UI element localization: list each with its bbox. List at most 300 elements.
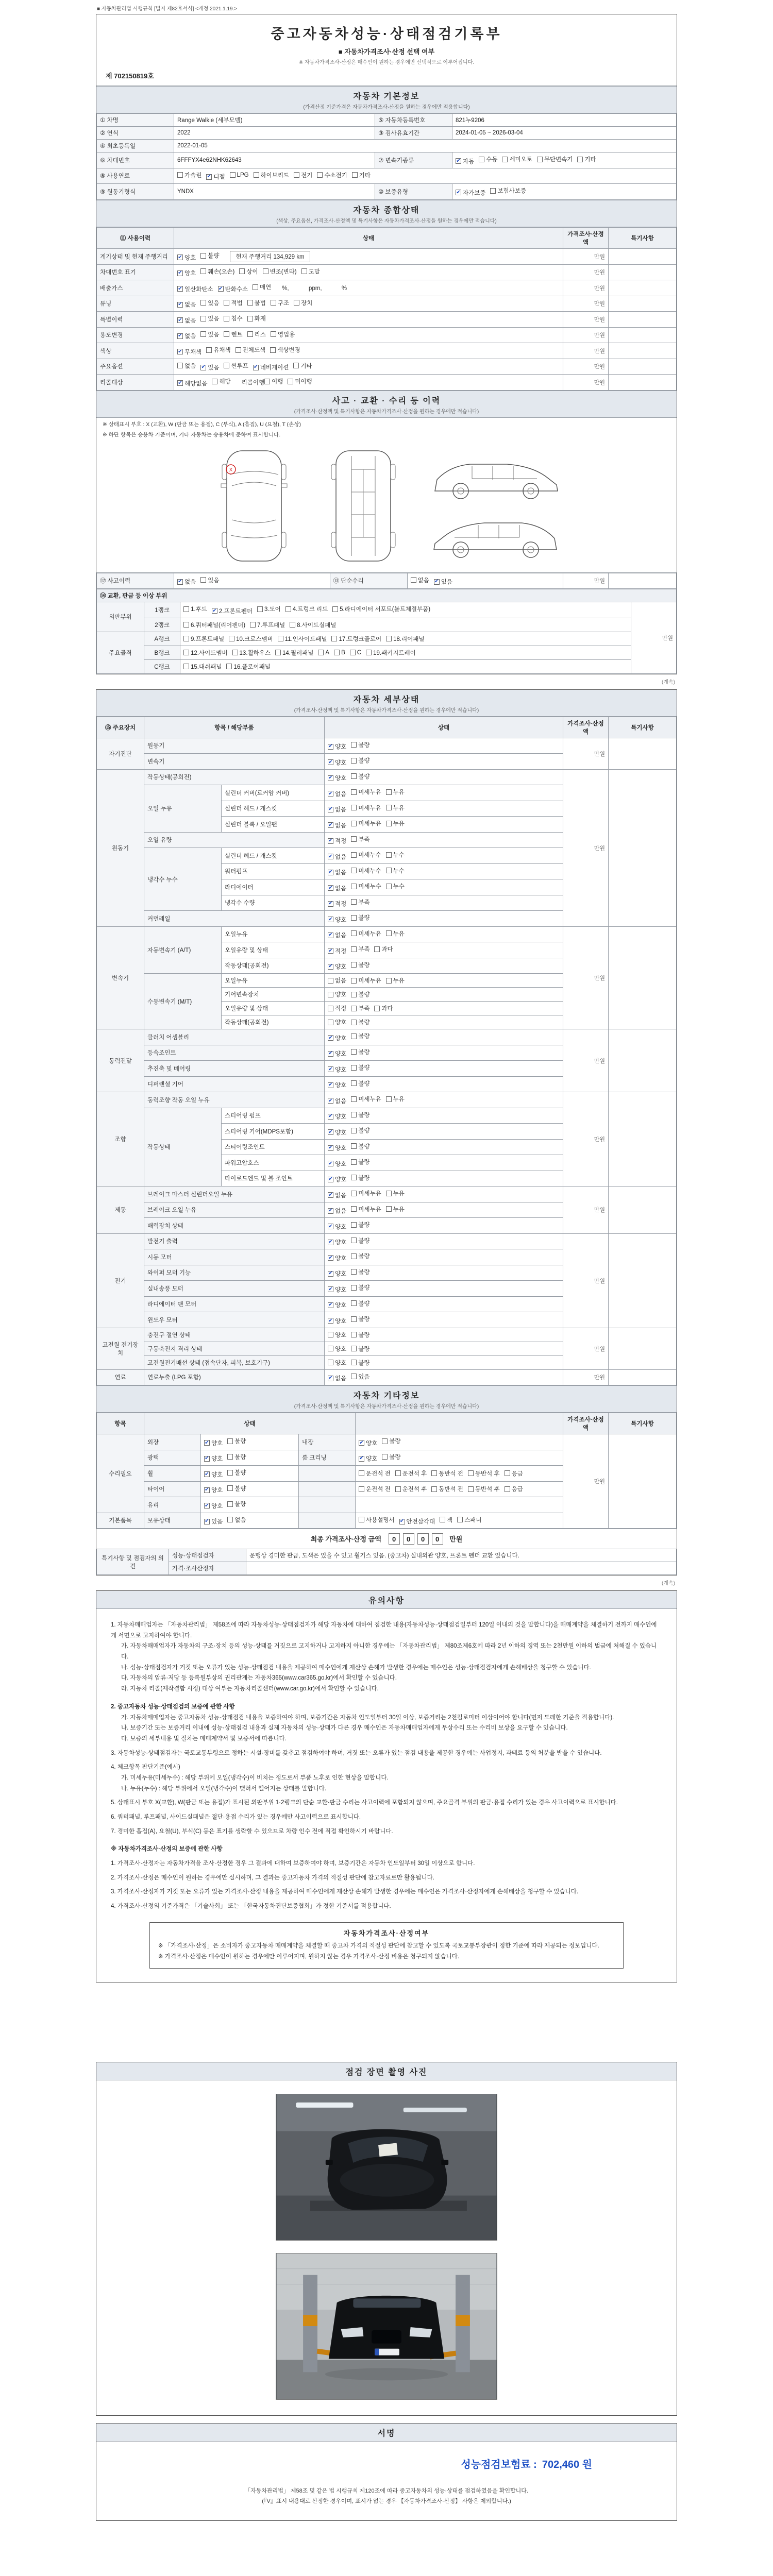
- checkbox-label: 리스: [254, 331, 266, 338]
- checkbox-option: [200, 267, 234, 276]
- table-row: [97, 618, 677, 632]
- checkbox-option: [288, 377, 312, 385]
- unchecked-checkbox-icon: [270, 347, 276, 353]
- checkbox-label: 양호: [335, 1332, 347, 1338]
- checkbox-label: 미세누유: [358, 1096, 381, 1103]
- checked-checkbox-icon: ✔: [328, 1239, 333, 1245]
- subitem-label: 냉각수 수량: [222, 895, 325, 911]
- checked-checkbox-icon: ✔: [399, 1518, 405, 1524]
- checked-checkbox-icon: ✔: [178, 579, 182, 584]
- accident-history-label: ⑫ 사고이력: [97, 573, 174, 589]
- price-survey-select-box: [149, 1922, 624, 1969]
- unchecked-checkbox-icon: [294, 172, 299, 178]
- unchecked-checkbox-icon: [351, 978, 357, 984]
- item-label: 수동변속기 (M/T): [144, 974, 222, 1029]
- checkbox-option: [318, 650, 329, 656]
- detail-title: 자동차 세부상태: [353, 695, 420, 704]
- subitem-label: 오일유량 및 상태: [222, 942, 325, 958]
- checkbox-option: [204, 1439, 223, 1447]
- row-label: 계기상태 및 현재 주행거리: [97, 248, 174, 264]
- checkbox-option: [328, 1004, 346, 1012]
- checkbox-option: [351, 882, 381, 890]
- checked-checkbox-icon: ✔: [328, 1192, 333, 1198]
- checkbox-label: 16.플로어패널: [233, 664, 271, 670]
- checkbox-option: [177, 379, 207, 387]
- checkbox-option: [382, 1437, 400, 1445]
- car-damage-diagrams: [96, 438, 677, 573]
- row-label: 리콜대상: [97, 375, 174, 391]
- table-row: [97, 114, 677, 127]
- unchecked-checkbox-icon: [351, 1316, 357, 1322]
- checkbox-option: [577, 155, 596, 163]
- state-cell: [325, 1187, 563, 1202]
- checkbox-option: [206, 173, 225, 181]
- checkbox-option: [351, 1236, 369, 1245]
- field-label: ⑨ 원동기형식: [97, 184, 174, 200]
- checkbox-label: 불량: [234, 1438, 246, 1445]
- subitem-label: 타이로드엔드 및 볼 조인트: [222, 1171, 325, 1187]
- checkbox-label: 누유: [393, 978, 405, 984]
- checkbox-option: [224, 299, 242, 307]
- unchecked-checkbox-icon: [502, 157, 508, 162]
- column-header: 가격조사·산정액: [563, 227, 609, 248]
- unchecked-checkbox-icon: [386, 868, 392, 873]
- etc-title: 자동차 기타정보: [353, 1392, 420, 1400]
- unchecked-checkbox-icon: [224, 363, 229, 368]
- unchecked-checkbox-icon: [247, 316, 253, 321]
- notice-line: 나. 보증기간 또는 보증거리 이내에 성능·상태점검 내용과 실제 자동차의 성능·상태가 다른 경우 매수인은 자동차매매업자에게 무상수리 또는 수리비 보상을 요구할 수 있습니다.: [121, 1725, 568, 1732]
- unchecked-checkbox-icon: [224, 300, 229, 306]
- final-price-digits: [387, 1535, 445, 1543]
- checked-checkbox-icon: ✔: [328, 743, 333, 749]
- checkbox-option: [177, 316, 196, 325]
- checkbox-label: 양호: [335, 1129, 347, 1136]
- unchecked-checkbox-icon: [328, 978, 333, 984]
- checkbox-option: [328, 1285, 346, 1294]
- unchecked-checkbox-icon: [351, 1332, 357, 1337]
- checkbox-label: 영업용: [277, 331, 295, 338]
- checkbox-label: 보험사보증: [497, 188, 526, 194]
- row-label: 주요옵션: [97, 359, 174, 375]
- appraiser-label: 가격·조사산정자: [169, 1562, 246, 1575]
- column-header: 특기사항: [609, 227, 677, 248]
- notices-body: [96, 1609, 677, 1982]
- checkbox-option: [334, 650, 345, 656]
- checkbox-option: [456, 157, 474, 165]
- checkbox-label: 있음: [208, 331, 220, 338]
- price-cell: 만원: [631, 602, 677, 674]
- table-row: [97, 152, 677, 168]
- checkbox-option: [351, 990, 369, 998]
- checkbox-option: [294, 171, 312, 179]
- state-cell: [356, 1481, 563, 1497]
- subitem-label: 작동상태(공회전): [222, 958, 325, 974]
- inspection-validity-value: 2024-01-05 ~ 2026-03-04: [452, 127, 677, 140]
- price-cell: 만원: [563, 327, 609, 343]
- notice-line: 6. 쿼터패널, 루프패널, 사이드실패널은 절단·용접 수리가 있는 경우에만 사고이력으로 표시합니다.: [111, 1814, 361, 1820]
- unchecked-checkbox-icon: [351, 899, 357, 905]
- state-cell: [325, 1155, 563, 1171]
- summary-table: [96, 227, 677, 391]
- final-price-row: [96, 1529, 677, 1549]
- note-cell: [609, 375, 677, 391]
- unchecked-checkbox-icon: [351, 1300, 357, 1306]
- detail-note: (가격조사·산정액 및 특기사항은 자동차가격조사·산정을 원하는 경우에만 적습니다): [294, 707, 479, 714]
- checkbox-label: 있음: [358, 1374, 370, 1380]
- price-cell: 만원: [563, 359, 609, 375]
- checkbox-label: 불량: [358, 962, 370, 969]
- note-cell: [609, 1369, 677, 1385]
- final-price-label: 최종 가격조사·산정 금액: [310, 1535, 381, 1543]
- unchecked-checkbox-icon: [351, 1360, 357, 1365]
- checkbox-label: 18.리어패널: [393, 636, 425, 642]
- checkbox-option: [204, 1502, 223, 1510]
- checkbox-label: 없음: [335, 822, 347, 829]
- checkbox-label: 미이행: [295, 379, 312, 385]
- checkbox-option: [200, 314, 219, 323]
- checkbox-option: [328, 1301, 346, 1309]
- row-label: 튜닝: [97, 296, 174, 312]
- item-label: 변속기: [144, 754, 325, 770]
- checked-checkbox-icon: ✔: [205, 1455, 209, 1461]
- checkbox-label: 기타: [584, 157, 596, 163]
- subitem-label: 스티어링조인트: [222, 1139, 325, 1155]
- notice-line: 다. 보증의 세부내용 및 절차는 매매계약서 및 보증서에 따릅니다.: [121, 1735, 287, 1742]
- detail-row: [97, 1029, 677, 1045]
- inspection-record-page: [96, 0, 677, 2544]
- state-cell: [325, 1218, 563, 1234]
- checked-checkbox-icon: ✔: [207, 174, 212, 179]
- checkbox-label: 장치: [301, 300, 313, 307]
- checkbox-label: 해당: [219, 379, 231, 385]
- form-reference: ■ 자동차관리법 시행규칙 [별지 제82호서식] <개정 2021.1.19.>: [97, 6, 238, 12]
- checkbox-option: [177, 300, 196, 309]
- checkbox-option: [351, 898, 369, 906]
- rank-label: B랭크: [144, 646, 180, 659]
- checkbox-label: 양호: [335, 1082, 347, 1089]
- basic-info-table: [96, 113, 677, 200]
- checked-checkbox-icon: ✔: [328, 1375, 333, 1381]
- unchecked-checkbox-icon: [386, 930, 392, 936]
- checkbox-label: 없음: [335, 854, 347, 860]
- unchecked-checkbox-icon: [227, 1454, 233, 1460]
- checkbox-option: [328, 1374, 346, 1382]
- unchecked-checkbox-icon: [431, 1470, 437, 1476]
- checkbox-label: 양호: [335, 1255, 347, 1262]
- unchecked-checkbox-icon: [278, 636, 283, 641]
- checkbox-label: 3.도어: [264, 606, 281, 613]
- unchecked-checkbox-icon: [230, 172, 236, 178]
- unchecked-checkbox-icon: [386, 805, 392, 810]
- checkbox-option: [351, 1126, 369, 1134]
- checked-checkbox-icon: ✔: [201, 364, 206, 370]
- checkbox-option: [290, 621, 336, 629]
- checkbox-label: 누유: [393, 1191, 405, 1197]
- checkbox-option: [537, 155, 573, 163]
- checkbox-label: 누유: [393, 821, 405, 827]
- state-cell: [325, 895, 563, 911]
- notice-line: ※ 자동차가격조사·산정의 보증에 관한 사항: [111, 1846, 223, 1853]
- document-header: [96, 14, 677, 86]
- checkbox-label: 양호: [335, 992, 347, 998]
- checkbox-label: 불량: [358, 1316, 370, 1323]
- checkbox-label: 도말: [308, 268, 320, 275]
- item-label: 윈도우 모터: [144, 1312, 325, 1328]
- item-label: 작동상태(공회전): [144, 769, 325, 785]
- checkbox-label: 19.패키지트레이: [373, 650, 416, 656]
- checkbox-option: [328, 758, 346, 767]
- car-diagram-underside-view: [320, 447, 407, 565]
- checked-checkbox-icon: ✔: [434, 579, 439, 584]
- notice-line: 3. 가격조사·산정자가 거짓 또는 오류가 있는 가격조사·산정 내용을 제공하여 매수인에게 재산상 손해가 발생한 경우에는 매수인은 가격조사·산정자에게 손해배상을 청구할 수 있습니다.: [111, 1889, 579, 1895]
- device-label: 변속기: [97, 926, 144, 1029]
- checkbox-label: 누수: [393, 884, 405, 890]
- checkbox-label: 미세누유: [358, 1191, 381, 1197]
- checkbox-option: [431, 1485, 463, 1493]
- checkbox-label: 미세누유: [358, 1206, 381, 1213]
- unchecked-checkbox-icon: [386, 636, 392, 641]
- unchecked-checkbox-icon: [331, 636, 337, 641]
- device-label: 동력전달: [97, 1029, 144, 1092]
- price-cell: 만원: [563, 1029, 609, 1092]
- checkbox-label: 13.휠하우스: [239, 650, 271, 656]
- column-header: 상태: [174, 227, 563, 248]
- checkbox-option: [351, 1048, 369, 1056]
- state-cell: [325, 1281, 563, 1297]
- state-cell: [325, 1342, 563, 1355]
- simple-repair-label: ⑬ 단순수리: [330, 573, 407, 589]
- unchecked-checkbox-icon: [328, 1020, 333, 1025]
- checkbox-option: [479, 155, 497, 163]
- summary-title: 자동차 종합상태: [353, 206, 420, 215]
- checkbox-option: [328, 742, 346, 751]
- checkbox-option: [328, 1331, 346, 1339]
- table-header-row: [97, 717, 677, 738]
- subitem-label: 워터펌프: [222, 863, 325, 879]
- checkbox-option: [352, 171, 371, 179]
- state-cell: [325, 769, 563, 785]
- checkbox-option: [177, 348, 201, 356]
- notice-line: 2. 가격조사·산정은 매수인이 원하는 경우에만 실시하며, 그 결과는 중고자동차 가격의 적절성 판단에 참고자료로만 활용됩니다.: [111, 1874, 434, 1881]
- item-label: 동력조향 작동 오일 누유: [144, 1092, 325, 1108]
- section-box-main: [96, 14, 677, 674]
- exchange-title: ⑭ 교환, 판금 등 이상 부위: [97, 589, 677, 602]
- subitem-label: 오일누유: [222, 974, 325, 988]
- checkbox-option: [328, 1191, 346, 1199]
- basic-info-note: (가격산정 기준가격은 자동차가격조사·산정을 원하는 경우에만 적용합니다): [303, 105, 470, 110]
- price-cell: 만원: [563, 1092, 609, 1187]
- checked-checkbox-icon: ✔: [456, 189, 461, 195]
- checkbox-label: 6.쿼터패널(리어펜더): [191, 622, 246, 629]
- unchecked-checkbox-icon: [229, 636, 234, 641]
- checkbox-label: 양호: [211, 1440, 223, 1447]
- checkbox-label: 없음: [184, 302, 196, 308]
- history-titleband: [96, 391, 677, 418]
- inspector-opinion-text: 운행상 경미한 판금, 도색은 있을 수 있고 휠기스 있음. (중고차) 실내외관 양호, 프론트 펜더 교환 있습니다.: [246, 1549, 677, 1562]
- unchecked-checkbox-icon: [183, 650, 189, 655]
- price-digit: 0: [432, 1533, 443, 1545]
- state-cell: [174, 312, 563, 328]
- checkbox-option: [351, 1345, 369, 1353]
- field-label: ① 차명: [97, 114, 174, 127]
- state-cell: [325, 1265, 563, 1281]
- device-label: 자기진단: [97, 738, 144, 769]
- checkbox-label: 양호: [335, 1286, 347, 1293]
- state-cell: [201, 1466, 299, 1482]
- history-note: (가격조사·산정액 및 특기사항은 자동차가격조사·산정을 원하는 경우에만 적습니다): [294, 409, 479, 415]
- item-label: 브레이크 마스터 실린더오일 누유: [144, 1187, 325, 1202]
- price-cell: 만원: [563, 343, 609, 359]
- checkbox-label: 미세누유: [358, 930, 381, 937]
- notice-line: 가. 자동차매매업자가 자동차의 구조·장치 등의 성능·상태를 거짓으로 고지하거나 고지하지 아니한 경우에는 「자동차관리법」 제80조제6호에 따라 2년 이하의 징역 또는 2천만원 이하의 벌금에 처해질 수 있습니다.: [121, 1643, 657, 1660]
- checked-checkbox-icon: ✔: [178, 254, 182, 260]
- state-cell: [325, 1061, 563, 1077]
- detail-table: [96, 717, 677, 1386]
- inspector-label: 성능·상태점검자: [169, 1549, 246, 1562]
- checkbox-option: [351, 1095, 381, 1103]
- table-row: [97, 140, 677, 152]
- checkbox-option: [206, 346, 230, 354]
- checkbox-option: [351, 1018, 369, 1026]
- field-label: ⑩ 보증유형: [375, 184, 452, 200]
- checked-checkbox-icon: ✔: [328, 1082, 333, 1088]
- unchecked-checkbox-icon: [183, 664, 189, 669]
- checkbox-option: [177, 362, 196, 370]
- unchecked-checkbox-icon: [386, 789, 392, 795]
- unchecked-checkbox-icon: [359, 1517, 364, 1522]
- checkbox-option: [374, 1004, 393, 1012]
- state-cell: [356, 1450, 563, 1466]
- checkbox-option: [328, 1207, 346, 1215]
- table-row: [97, 573, 677, 589]
- checkbox-option: [331, 635, 381, 643]
- car-diagram-side-right: [429, 510, 563, 561]
- basic-info-titleband: [96, 86, 677, 113]
- checkbox-label: 불량: [358, 1049, 370, 1056]
- checkbox-option: [351, 1315, 369, 1323]
- note-cell: [609, 769, 677, 926]
- warranty-options: [452, 184, 677, 200]
- subitem-label: 파워고압호스: [222, 1155, 325, 1171]
- checked-checkbox-icon: ✔: [328, 869, 333, 875]
- section-box-photos: [96, 2062, 677, 2416]
- state-cell: [325, 832, 563, 848]
- checkbox-label: 양호: [184, 270, 196, 277]
- checked-checkbox-icon: ✔: [456, 158, 461, 164]
- checkbox-option: [457, 1516, 481, 1524]
- unchecked-checkbox-icon: [351, 773, 357, 779]
- select-box-line: ※ 「가격조사·산정」은 소비자가 중고자동차 매매계약을 체결할 때 중고차 가격의 적절성 판단에 참고할 수 있도록 국토교통부장관이 정한 기준에 따라 제공되는 정보입니다.: [158, 1942, 599, 1949]
- checkbox-label: 부족: [358, 1006, 370, 1012]
- final-price-unit: 만원: [449, 1535, 463, 1543]
- price-digit: 0: [389, 1533, 400, 1545]
- checkbox-label: 양호: [335, 1035, 347, 1042]
- checkbox-option: [382, 1453, 400, 1461]
- column-header: 가격조사·산정액: [563, 1413, 609, 1434]
- detail-row: [97, 1369, 677, 1385]
- checkbox-label: 양호: [335, 1240, 347, 1246]
- checkbox-option: [386, 804, 405, 812]
- subitem-label: 실린더 헤드 / 개스킷: [222, 848, 325, 864]
- unchecked-checkbox-icon: [350, 650, 356, 655]
- checkbox-label: 운전석 후: [402, 1486, 427, 1493]
- checkbox-option: [230, 172, 249, 178]
- checkbox-label: 없음: [417, 577, 429, 584]
- table-row: [97, 1549, 677, 1562]
- checked-checkbox-icon: ✔: [205, 1471, 209, 1477]
- state-cell: [325, 1355, 563, 1369]
- unchecked-checkbox-icon: [257, 606, 263, 612]
- checkbox-label: 없음: [184, 363, 196, 369]
- checkbox-label: 디젤: [213, 174, 225, 180]
- unchecked-checkbox-icon: [247, 331, 253, 337]
- checkbox-label: 있음: [208, 365, 220, 371]
- checkbox-label: 동반석 후: [475, 1470, 500, 1477]
- rank-label: 2랭크: [144, 618, 180, 632]
- checkbox-option: [359, 1454, 377, 1463]
- item-label: [299, 1513, 356, 1529]
- unchecked-checkbox-icon: [301, 268, 307, 274]
- checkbox-label: 7.루프패널: [257, 622, 285, 629]
- table-row: [97, 632, 677, 646]
- checkbox-option: [328, 931, 346, 939]
- state-cell: [201, 1434, 299, 1450]
- subitem-label: 라디에이터: [222, 879, 325, 895]
- checkbox-option: [351, 976, 381, 985]
- notice-line: 가. 미세누유(미세누수) : 해당 부위에 오일(냉각수)이 비치는 정도로서 부품 노후로 인한 현상을 말합니다.: [121, 1774, 389, 1781]
- unchecked-checkbox-icon: [351, 1033, 357, 1039]
- item-label: 발전기 출력: [144, 1233, 325, 1249]
- checked-checkbox-icon: ✔: [178, 270, 182, 276]
- unchecked-checkbox-icon: [293, 363, 299, 368]
- photos-body: [96, 2080, 677, 2415]
- unchecked-checkbox-icon: [250, 622, 256, 628]
- price-cell: 만원: [563, 248, 609, 264]
- state-cell: [356, 1434, 563, 1450]
- section-box-detail: [96, 689, 677, 1576]
- checkbox-option: [328, 837, 346, 845]
- checkbox-label: 응급: [511, 1470, 523, 1477]
- checkbox-label: 9.프론트패널: [191, 636, 225, 642]
- checkbox-option: [434, 578, 452, 586]
- unchecked-checkbox-icon: [366, 650, 372, 655]
- subitem-label: 기어변속장치: [222, 988, 325, 1002]
- unchecked-checkbox-icon: [386, 1191, 392, 1196]
- checkbox-option: [328, 1223, 346, 1231]
- signature-title: 서명: [377, 2429, 396, 2438]
- unchecked-checkbox-icon: [200, 253, 206, 259]
- car-diagram-side-left: [429, 451, 563, 502]
- checkbox-option: [328, 1254, 346, 1262]
- checkbox-option: [351, 741, 369, 749]
- price-cell: 만원: [563, 738, 609, 769]
- signature-body: [96, 2442, 677, 2520]
- column-header: 특기사항: [609, 1413, 677, 1434]
- column-header: [356, 1413, 563, 1434]
- unchecked-checkbox-icon: [351, 1049, 357, 1055]
- checked-checkbox-icon: ✔: [328, 1223, 333, 1229]
- checkbox-label: 없음: [335, 933, 347, 939]
- checkbox-option: [468, 1469, 500, 1478]
- checked-checkbox-icon: ✔: [178, 333, 182, 338]
- price-digit: 0: [417, 1533, 429, 1545]
- opinion-table: [96, 1549, 677, 1575]
- checkbox-option: [328, 1160, 346, 1168]
- unchecked-checkbox-icon: [411, 577, 416, 583]
- checkbox-option: [226, 663, 271, 671]
- checkbox-option: [227, 1453, 246, 1461]
- checkbox-option: [200, 299, 219, 307]
